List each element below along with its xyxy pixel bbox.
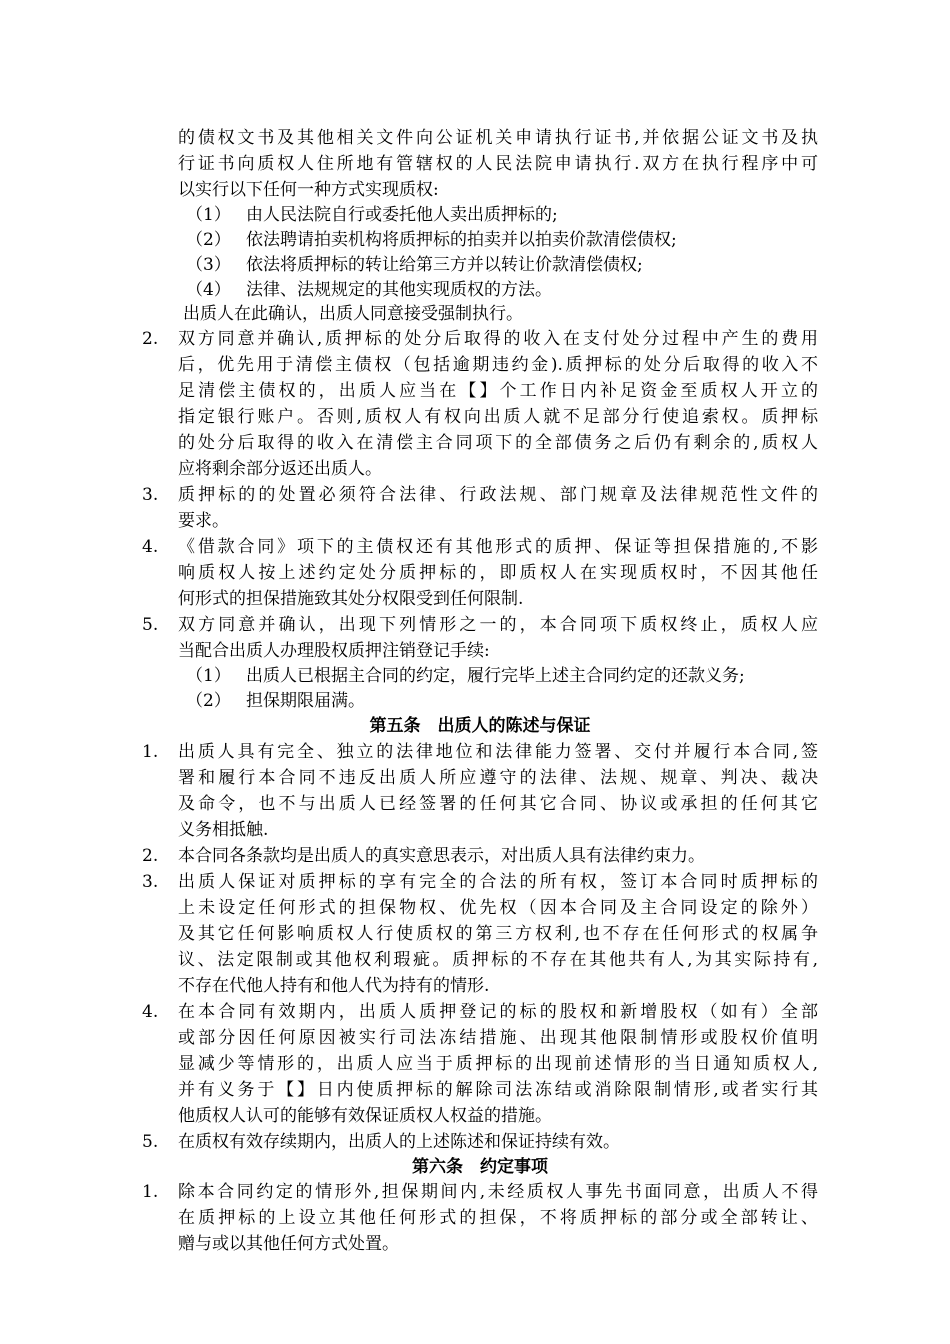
item-line: 足清偿主债权的，出质人应当在【】个工作日内补足资金至质权人开立的 bbox=[178, 381, 818, 401]
option-text: 依法将质押标的转让给第三方并以转让价款清偿债权; bbox=[246, 255, 643, 275]
item-number: 3. bbox=[142, 485, 159, 505]
item-line: 出质人具有完全、独立的法律地位和法律能力签署、交付并履行本合同,签 bbox=[178, 742, 818, 762]
confirm-line: 出质人在此确认，出质人同意接受强制执行。 bbox=[183, 304, 523, 324]
item-line: 在质权有效存续期内，出质人的上述陈述和保证持续有效。 bbox=[178, 1132, 620, 1152]
item-line: 并有义务于【】日内使质押标的解除司法冻结或消除限制情形,或者实行其 bbox=[178, 1080, 818, 1100]
option-text: 出质人已根据主合同的约定，履行完毕上述主合同约定的还款义务; bbox=[246, 666, 745, 686]
item-line: 双方同意并确认,质押标的处分后取得的收入在支付处分过程中产生的费用 bbox=[178, 329, 818, 349]
item-line: 响质权人按上述约定处分质押标的，即质权人在实现质权时，不因其他任 bbox=[178, 563, 818, 583]
option-number: （3） bbox=[186, 255, 231, 275]
option-number: （1） bbox=[186, 666, 231, 686]
item-line: 何形式的担保措施致其处分权限受到任何限制. bbox=[178, 589, 524, 609]
item-line: 除本合同约定的情形外,担保期间内,未经质权人事先书面同意，出质人不得 bbox=[178, 1182, 818, 1202]
item-line: 他质权人认可的能够有效保证质权人权益的措施。 bbox=[178, 1106, 552, 1126]
item-number: 4. bbox=[142, 537, 159, 557]
section-heading: 第六条 约定事项 bbox=[412, 1157, 548, 1177]
option-number: （4） bbox=[186, 280, 231, 300]
item-line: 当配合出质人办理股权质押注销登记手续: bbox=[178, 641, 490, 661]
paragraph-line: 行证书向质权人住所地有管辖权的人民法院申请执行.双方在执行程序中可 bbox=[178, 154, 818, 174]
item-line: 在本合同有效期内，出质人质押登记的标的股权和新增股权（如有）全部 bbox=[178, 1002, 818, 1022]
item-line: 要求。 bbox=[178, 511, 229, 531]
item-line: 出质人保证对质押标的享有完全的合法的所有权，签订本合同时质押标的 bbox=[178, 872, 818, 892]
option-text: 担保期限届满。 bbox=[246, 691, 365, 711]
paragraph-line: 的债权文书及其他相关文件向公证机关申请执行证书,并依据公证文书及执 bbox=[178, 128, 818, 148]
item-line: 署和履行本合同不违反出质人所应遵守的法律、法规、规章、判决、裁决 bbox=[178, 768, 818, 788]
paragraph-line: 以实行以下任何一种方式实现质权: bbox=[178, 180, 439, 200]
item-line: 赠与或以其他任何方式处置。 bbox=[178, 1234, 399, 1254]
item-number: 2. bbox=[142, 329, 159, 349]
item-number: 1. bbox=[142, 742, 159, 762]
item-line: 及其它任何影响质权人行使质权的第三方权利,也不存在任何形式的权属争 bbox=[178, 924, 818, 944]
item-number: 1. bbox=[142, 1182, 159, 1202]
item-line: 《借款合同》项下的主债权还有其他形式的质押、保证等担保措施的,不影 bbox=[178, 537, 818, 557]
option-text: 法律、法规规定的其他实现质权的方法。 bbox=[246, 280, 552, 300]
item-line: 议、法定限制或其他权利瑕疵。质押标的不存在其他共有人,为其实际持有, bbox=[178, 950, 818, 970]
option-text: 依法聘请拍卖机构将质押标的拍卖并以拍卖价款清偿债权; bbox=[246, 230, 677, 250]
item-line: 双方同意并确认，出现下列情形之一的，本合同项下质权终止，质权人应 bbox=[178, 615, 818, 635]
section-heading: 第五条 出质人的陈述与保证 bbox=[369, 716, 591, 736]
item-line: 的处分后取得的收入在清偿主合同项下的全部债务之后仍有剩余的,质权人 bbox=[178, 433, 818, 453]
item-line: 指定银行账户。否则,质权人有权向出质人就不足部分行使追索权。质押标 bbox=[178, 407, 818, 427]
item-number: 4. bbox=[142, 1002, 159, 1022]
option-number: （2） bbox=[186, 691, 231, 711]
item-line: 后，优先用于清偿主债权（包括逾期违约金).质押标的处分后取得的收入不 bbox=[178, 355, 818, 375]
item-line: 应将剩余部分返还出质人。 bbox=[178, 459, 382, 479]
item-line: 在质押标的上设立其他任何形式的担保，不将质押标的部分或全部转让、 bbox=[178, 1208, 818, 1228]
item-line: 上未设定任何形式的担保物权、优先权（因本合同及主合同设定的除外） bbox=[178, 898, 818, 918]
item-line: 质押标的的处置必须符合法律、行政法规、部门规章及法律规范性文件的 bbox=[178, 485, 818, 505]
item-line: 义务相抵触. bbox=[178, 820, 269, 840]
option-text: 由人民法院自行或委托他人卖出质押标的; bbox=[246, 205, 558, 225]
item-number: 3. bbox=[142, 872, 159, 892]
item-line: 不存在代他人持有和他人代为持有的情形. bbox=[178, 976, 490, 996]
item-line: 显减少等情形的，出质人应当于质押标的出现前述情形的当日通知质权人, bbox=[178, 1054, 818, 1074]
item-line: 本合同各条款均是出质人的真实意思表示，对出质人具有法律约束力。 bbox=[178, 846, 705, 866]
option-number: （2） bbox=[186, 230, 231, 250]
item-number: 5. bbox=[142, 1132, 159, 1152]
item-number: 5. bbox=[142, 615, 159, 635]
option-number: （1） bbox=[186, 205, 231, 225]
item-line: 或部分因任何原因被实行司法冻结措施、出现其他限制情形或股权价值明 bbox=[178, 1028, 818, 1048]
item-number: 2. bbox=[142, 846, 159, 866]
item-line: 及命令，也不与出质人已经签署的任何其它合同、协议或承担的任何其它 bbox=[178, 794, 818, 814]
